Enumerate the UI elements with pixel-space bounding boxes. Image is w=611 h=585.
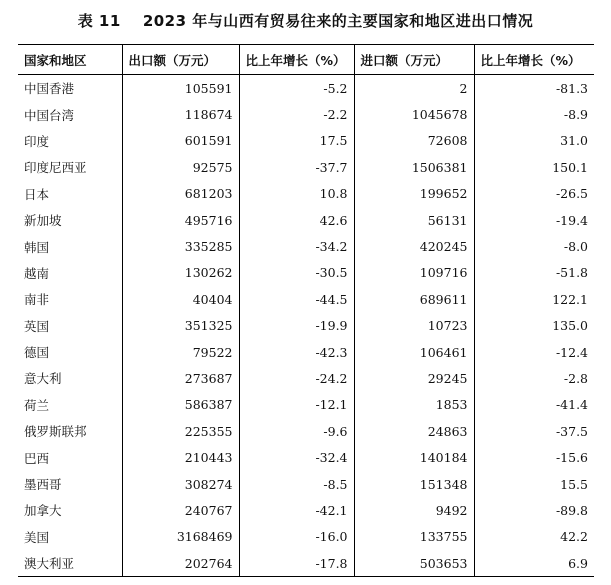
table-row (18, 101, 594, 127)
export-value-cell: 105591 (122, 75, 239, 102)
import-growth-cell: 31.0 (474, 128, 594, 154)
export-value-cell: 681203 (122, 181, 239, 207)
import-value-cell: 24863 (354, 418, 474, 444)
import-growth-cell: -12.4 (474, 339, 594, 365)
region-cell: 日本 (24, 186, 50, 202)
export-value-cell: 210443 (122, 444, 239, 470)
table-row (18, 128, 594, 154)
export-growth-cell: -9.6 (239, 418, 354, 444)
import-growth-cell: -19.4 (474, 207, 594, 233)
table-row (18, 444, 594, 470)
import-value-cell: 133755 (354, 524, 474, 550)
header-import-growth: 比上年增长（%） (474, 45, 594, 75)
region-cell: 印度 (24, 133, 50, 149)
import-value-cell: 1853 (354, 392, 474, 418)
import-growth-cell: -89.8 (474, 497, 594, 523)
export-value-cell: 225355 (122, 418, 239, 444)
export-value-cell: 79522 (122, 339, 239, 365)
region-cell: 中国香港 (24, 81, 75, 97)
import-value-cell: 1506381 (354, 154, 474, 180)
export-growth-cell: -2.2 (239, 101, 354, 127)
table-row (18, 418, 594, 444)
table-row (18, 260, 594, 286)
export-value-cell: 202764 (122, 550, 239, 577)
export-growth-cell: -42.3 (239, 339, 354, 365)
trade-table (18, 44, 594, 577)
header-region: 国家和地区 (24, 52, 87, 68)
region-cell: 荷兰 (24, 397, 50, 413)
import-value-cell: 10723 (354, 313, 474, 339)
table-row (18, 286, 594, 312)
table-row (18, 392, 594, 418)
export-value-cell: 601591 (122, 128, 239, 154)
import-growth-cell: 150.1 (474, 154, 594, 180)
table-row (18, 471, 594, 497)
import-value-cell: 106461 (354, 339, 474, 365)
export-growth-cell: 10.8 (239, 181, 354, 207)
table-body (18, 75, 594, 577)
import-growth-cell: -51.8 (474, 260, 594, 286)
export-growth-cell: -24.2 (239, 365, 354, 391)
export-value-cell: 40404 (122, 286, 239, 312)
import-growth-cell: 122.1 (474, 286, 594, 312)
region-cell: 新加坡 (24, 213, 62, 229)
import-growth-cell: -41.4 (474, 392, 594, 418)
table-row (18, 154, 594, 180)
table-header-row (18, 45, 594, 75)
export-growth-cell: -12.1 (239, 392, 354, 418)
region-cell: 美国 (24, 529, 50, 545)
import-growth-cell: -8.0 (474, 233, 594, 259)
import-value-cell: 420245 (354, 233, 474, 259)
table-row (18, 313, 594, 339)
import-growth-cell: -8.9 (474, 101, 594, 127)
region-cell: 加拿大 (24, 503, 62, 519)
region-cell: 俄罗斯联邦 (24, 424, 87, 440)
export-value-cell: 273687 (122, 365, 239, 391)
import-growth-cell: 15.5 (474, 471, 594, 497)
import-value-cell: 56131 (354, 207, 474, 233)
import-growth-cell: -2.8 (474, 365, 594, 391)
import-growth-cell: 135.0 (474, 313, 594, 339)
export-growth-cell: -32.4 (239, 444, 354, 470)
region-cell: 墨西哥 (24, 477, 62, 493)
export-growth-cell: -44.5 (239, 286, 354, 312)
export-growth-cell: 42.6 (239, 207, 354, 233)
region-cell: 澳大利亚 (24, 556, 75, 572)
export-value-cell: 3168469 (122, 524, 239, 550)
import-growth-cell: 42.2 (474, 524, 594, 550)
export-value-cell: 92575 (122, 154, 239, 180)
region-cell: 印度尼西亚 (24, 160, 87, 176)
export-growth-cell: -34.2 (239, 233, 354, 259)
region-cell: 德国 (24, 345, 50, 361)
import-value-cell: 151348 (354, 471, 474, 497)
table-row (18, 339, 594, 365)
import-growth-cell: -26.5 (474, 181, 594, 207)
import-value-cell: 1045678 (354, 101, 474, 127)
header-export-growth: 比上年增长（%） (239, 45, 354, 75)
table-title-text: 2023 年与山西有贸易往来的主要国家和地区进出口情况 (142, 12, 534, 30)
export-growth-cell: -19.9 (239, 313, 354, 339)
import-growth-cell: -15.6 (474, 444, 594, 470)
export-growth-cell: -42.1 (239, 497, 354, 523)
import-value-cell: 2 (354, 75, 474, 102)
import-value-cell: 9492 (354, 497, 474, 523)
header-import-value: 进口额（万元） (354, 45, 474, 75)
region-cell: 南非 (24, 292, 50, 308)
export-growth-cell: 17.5 (239, 128, 354, 154)
export-value-cell: 586387 (122, 392, 239, 418)
table-row (18, 207, 594, 233)
export-growth-cell: -8.5 (239, 471, 354, 497)
import-growth-cell: 6.9 (474, 550, 594, 577)
import-value-cell: 503653 (354, 550, 474, 577)
region-cell: 中国台湾 (24, 107, 75, 123)
table-row (18, 365, 594, 391)
export-value-cell: 495716 (122, 207, 239, 233)
import-growth-cell: -37.5 (474, 418, 594, 444)
export-value-cell: 118674 (122, 101, 239, 127)
import-value-cell: 29245 (354, 365, 474, 391)
import-value-cell: 689611 (354, 286, 474, 312)
export-growth-cell: -5.2 (239, 75, 354, 102)
import-value-cell: 199652 (354, 181, 474, 207)
region-cell: 英国 (24, 318, 50, 334)
table-row (18, 550, 594, 577)
table-row (18, 524, 594, 550)
table-number: 表 11 (77, 12, 121, 30)
region-cell: 越南 (24, 265, 50, 281)
region-cell: 韩国 (24, 239, 50, 255)
export-value-cell: 335285 (122, 233, 239, 259)
table-row (18, 181, 594, 207)
export-value-cell: 308274 (122, 471, 239, 497)
import-value-cell: 140184 (354, 444, 474, 470)
table-row (18, 233, 594, 259)
export-value-cell: 130262 (122, 260, 239, 286)
import-value-cell: 72608 (354, 128, 474, 154)
export-growth-cell: -17.8 (239, 550, 354, 577)
export-value-cell: 351325 (122, 313, 239, 339)
export-value-cell: 240767 (122, 497, 239, 523)
table-title (0, 10, 611, 31)
import-value-cell: 109716 (354, 260, 474, 286)
table-row (18, 497, 594, 523)
header-export-value: 出口额（万元） (122, 45, 239, 75)
region-cell: 意大利 (24, 371, 62, 387)
region-cell: 巴西 (24, 450, 50, 466)
export-growth-cell: -30.5 (239, 260, 354, 286)
export-growth-cell: -37.7 (239, 154, 354, 180)
export-growth-cell: -16.0 (239, 524, 354, 550)
table-row (18, 75, 594, 102)
import-growth-cell: -81.3 (474, 75, 594, 102)
